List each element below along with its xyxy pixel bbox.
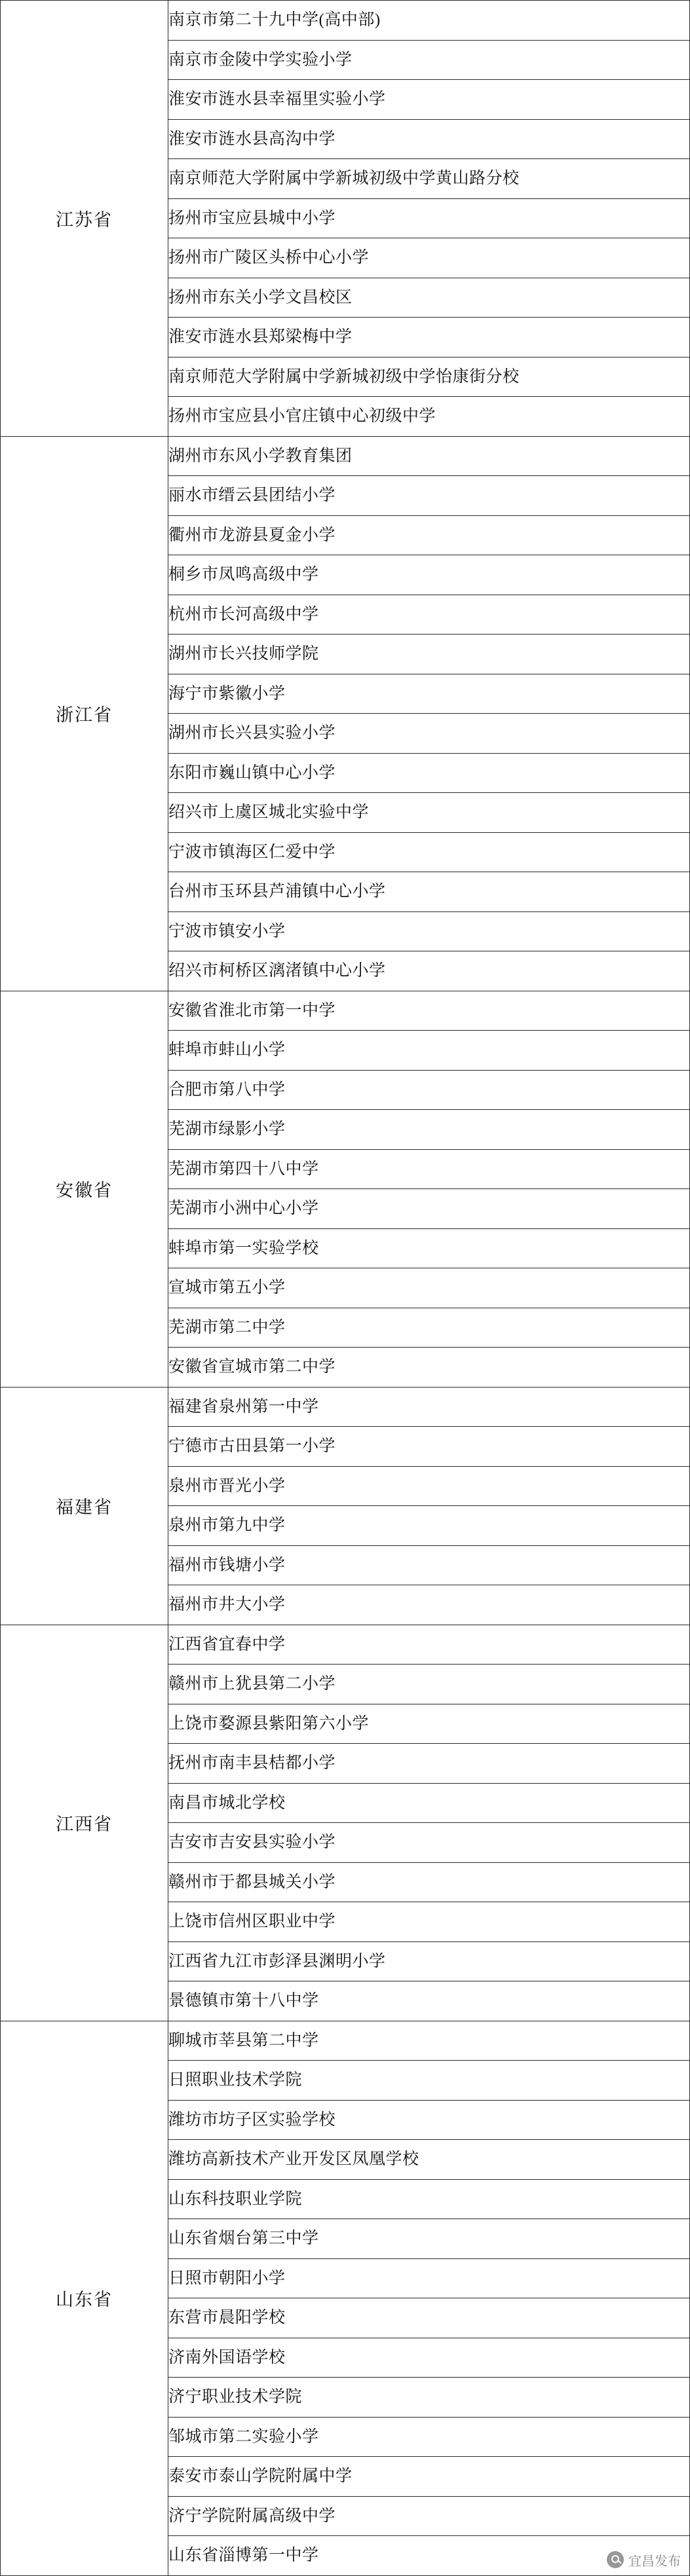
school-cell: 湖州市东风小学教育集团 bbox=[168, 436, 690, 476]
school-cell: 潍坊市坊子区实验学校 bbox=[168, 2100, 690, 2140]
school-cell: 赣州市上犹县第二小学 bbox=[168, 1665, 690, 1704]
school-cell: 蚌埠市蚌山小学 bbox=[168, 1031, 690, 1071]
school-cell: 南京师范大学附属中学新城初级中学黄山路分校 bbox=[168, 159, 690, 199]
school-cell: 南京师范大学附属中学新城初级中学怡康街分校 bbox=[168, 357, 690, 397]
school-cell: 南京市第二十九中学(高中部) bbox=[168, 1, 690, 41]
province-cell-jiangsu: 江苏省 bbox=[1, 1, 168, 437]
province-cell-jiangxi: 江西省 bbox=[1, 1625, 168, 2021]
school-cell: 湖州市长兴技师学院 bbox=[168, 635, 690, 674]
school-cell: 扬州市广陵区头桥中心小学 bbox=[168, 238, 690, 278]
school-cell: 泉州市第九中学 bbox=[168, 1506, 690, 1546]
school-cell: 淮安市涟水县高沟中学 bbox=[168, 119, 690, 159]
school-cell: 福州市钱塘小学 bbox=[168, 1545, 690, 1585]
school-cell: 桐乡市凤鸣高级中学 bbox=[168, 555, 690, 595]
school-cell: 淮安市涟水县郑梁梅中学 bbox=[168, 318, 690, 358]
school-cell: 东阳市巍山镇中心小学 bbox=[168, 753, 690, 793]
school-cell: 江西省宜春中学 bbox=[168, 1625, 690, 1665]
school-cell: 杭州市长河高级中学 bbox=[168, 595, 690, 635]
table-row bbox=[1, 1387, 690, 1427]
school-cell: 绍兴市上虞区城北实验中学 bbox=[168, 793, 690, 833]
school-cell: 海宁市紫徽小学 bbox=[168, 674, 690, 714]
school-cell: 济宁学院附属高级中学 bbox=[168, 2496, 690, 2536]
school-cell: 上饶市信州区职业中学 bbox=[168, 1902, 690, 1942]
school-cell: 扬州市宝应县城中小学 bbox=[168, 198, 690, 238]
school-cell: 芜湖市第四十八中学 bbox=[168, 1149, 690, 1189]
table-row bbox=[1, 436, 690, 476]
school-cell: 安徽省宣城市第二中学 bbox=[168, 1348, 690, 1388]
school-cell: 衢州市龙游县夏金小学 bbox=[168, 515, 690, 555]
table-row bbox=[1, 1, 690, 41]
table-body bbox=[1, 1, 690, 2576]
school-cell: 赣州市于都县城关小学 bbox=[168, 1862, 690, 1902]
table-row bbox=[1, 2021, 690, 2061]
province-cell-zhejiang: 浙江省 bbox=[1, 436, 168, 991]
school-cell: 南京市金陵中学实验小学 bbox=[168, 40, 690, 80]
school-cell: 潍坊高新技术产业开发区凤凰学校 bbox=[168, 2140, 690, 2180]
province-cell-fujian: 福建省 bbox=[1, 1387, 168, 1625]
school-cell: 济南外国语学校 bbox=[168, 2338, 690, 2378]
school-cell: 聊城市莘县第二中学 bbox=[168, 2021, 690, 2061]
school-cell: 扬州市宝应县小官庄镇中心初级中学 bbox=[168, 397, 690, 437]
school-cell: 丽水市缙云县团结小学 bbox=[168, 476, 690, 516]
school-cell: 宣城市第五小学 bbox=[168, 1268, 690, 1308]
watermark-logo-icon bbox=[607, 2551, 624, 2568]
school-cell: 芜湖市绿影小学 bbox=[168, 1110, 690, 1150]
school-cell: 宁波市镇安小学 bbox=[168, 911, 690, 951]
school-cell: 安徽省淮北市第一中学 bbox=[168, 991, 690, 1031]
school-cell: 上饶市婺源县紫阳第六小学 bbox=[168, 1704, 690, 1744]
school-cell: 吉安市吉安县实验小学 bbox=[168, 1823, 690, 1863]
school-cell: 宁波市镇海区仁爱中学 bbox=[168, 832, 690, 872]
school-cell: 芜湖市小洲中心小学 bbox=[168, 1189, 690, 1229]
school-cell: 湖州市长兴县实验小学 bbox=[168, 714, 690, 754]
province-cell-shandong: 山东省 bbox=[1, 2021, 168, 2575]
watermark-label: 宜昌发布 bbox=[628, 2554, 681, 2569]
province-cell-anhui: 安徽省 bbox=[1, 991, 168, 1387]
school-cell: 东营市晨阳学校 bbox=[168, 2298, 690, 2338]
school-cell: 芜湖市第二中学 bbox=[168, 1308, 690, 1348]
school-cell: 南昌市城北学校 bbox=[168, 1783, 690, 1823]
school-cell: 福建省泉州第一中学 bbox=[168, 1387, 690, 1427]
school-cell: 淮安市涟水县幸福里实验小学 bbox=[168, 80, 690, 120]
school-cell: 山东省烟台第三中学 bbox=[168, 2219, 690, 2259]
table-row bbox=[1, 991, 690, 1031]
school-cell: 扬州市东关小学文昌校区 bbox=[168, 278, 690, 318]
school-cell: 济宁职业技术学院 bbox=[168, 2378, 690, 2418]
school-cell: 台州市玉环县芦浦镇中心小学 bbox=[168, 872, 690, 912]
school-cell: 邹城市第二实验小学 bbox=[168, 2417, 690, 2457]
school-cell: 合肥市第八中学 bbox=[168, 1070, 690, 1110]
watermark bbox=[607, 2550, 681, 2569]
school-cell: 绍兴市柯桥区漓渚镇中心小学 bbox=[168, 951, 690, 991]
school-cell: 日照职业技术学院 bbox=[168, 2061, 690, 2101]
school-cell: 山东科技职业学院 bbox=[168, 2179, 690, 2219]
table-row bbox=[1, 1625, 690, 1665]
school-cell: 景德镇市第十八中学 bbox=[168, 1981, 690, 2021]
school-cell: 日照市朝阳小学 bbox=[168, 2258, 690, 2298]
school-cell: 宁德市古田县第一小学 bbox=[168, 1427, 690, 1467]
school-cell: 山东省淄博第一中学 bbox=[168, 2536, 690, 2576]
school-cell: 泰安市泰山学院附属中学 bbox=[168, 2457, 690, 2497]
school-cell: 蚌埠市第一实验学校 bbox=[168, 1228, 690, 1268]
school-cell: 泉州市晋光小学 bbox=[168, 1466, 690, 1506]
school-cell: 江西省九江市彭泽县渊明小学 bbox=[168, 1941, 690, 1981]
school-cell: 福州市井大小学 bbox=[168, 1585, 690, 1625]
school-cell: 抚州市南丰县桔都小学 bbox=[168, 1744, 690, 1784]
